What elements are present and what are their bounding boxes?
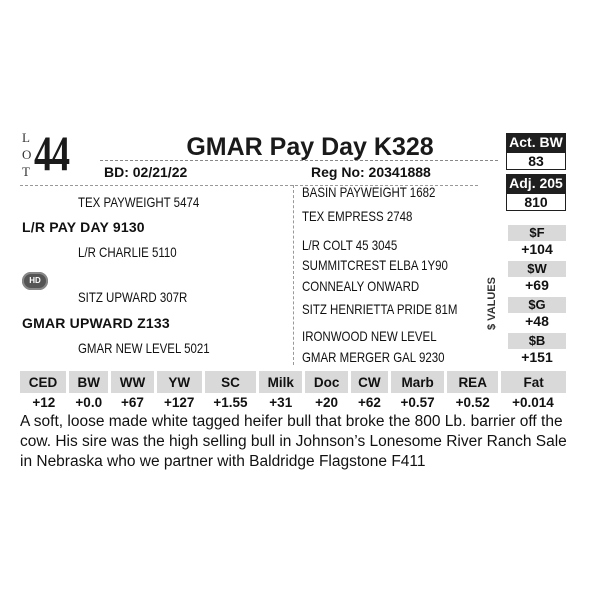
trait-header: BW bbox=[68, 371, 110, 393]
trait-value: +0.014 bbox=[512, 394, 554, 410]
dollar-f-value: +104 bbox=[521, 241, 553, 257]
dollar-f bbox=[508, 225, 566, 257]
lot-number: 44 bbox=[34, 125, 69, 181]
dollar-w-label: $W bbox=[508, 261, 566, 277]
trait-header: WW bbox=[110, 371, 155, 393]
trait-value: +127 bbox=[164, 394, 195, 410]
act-bw-box bbox=[506, 133, 566, 170]
trait-header: REA bbox=[446, 371, 500, 393]
pedigree-sire-dam-dam: GMAR NEW LEVEL 5021 bbox=[78, 340, 210, 356]
pedigree-sire-sire-dam: L/R CHARLIE 5110 bbox=[78, 244, 177, 260]
trait-header: CW bbox=[349, 371, 389, 393]
dollar-values-title: $ VALUES bbox=[486, 277, 498, 330]
epd-traits-table bbox=[20, 371, 566, 411]
trait-header: YW bbox=[155, 371, 203, 393]
adj-205-box bbox=[506, 174, 566, 211]
title-divider bbox=[100, 160, 498, 161]
dollar-w-value: +69 bbox=[525, 277, 549, 293]
lot-letter-o: O bbox=[22, 147, 32, 162]
pedigree-right-3: L/R COLT 45 3045 bbox=[302, 237, 398, 253]
lot-letter-t: T bbox=[22, 164, 30, 179]
trait-value: +67 bbox=[121, 394, 144, 410]
pedigree-right-5: CONNEALY ONWARD bbox=[302, 278, 420, 294]
pedigree-sire: GMAR UPWARD Z133 bbox=[22, 315, 170, 331]
lot-letter-l: L bbox=[22, 130, 30, 145]
pedigree-right-8: GMAR MERGER GAL 9230 bbox=[302, 349, 445, 365]
pedigree-right-4: SUMMITCREST ELBA 1Y90 bbox=[302, 257, 448, 273]
pedigree-right-1: BASIN PAYWEIGHT 1682 bbox=[302, 184, 436, 200]
act-bw-label: Act. BW bbox=[506, 133, 566, 152]
pedigree-right-6: SITZ HENRIETTA PRIDE 81M bbox=[302, 301, 458, 317]
trait-value: +31 bbox=[269, 394, 293, 410]
pedigree-sire-dam-sire: SITZ UPWARD 307R bbox=[78, 289, 188, 305]
trait-value: +0.57 bbox=[400, 394, 435, 410]
dollar-b bbox=[508, 333, 566, 365]
pedigree-center-divider bbox=[293, 185, 294, 365]
dollar-b-label: $B bbox=[508, 333, 566, 349]
dollar-f-label: $F bbox=[508, 225, 566, 241]
lot-description: A soft, loose made white tagged heifer bull that broke the 800 Lb. barrier off the cow. His sire was the high selling bull in Johnson’s Lonesome River Ranch Sale in Nebraska who we partner with Baldridge Flagstone F411 bbox=[20, 413, 567, 470]
trait-header: Marb bbox=[390, 371, 446, 393]
birth-date: BD: 02/21/22 bbox=[104, 164, 188, 180]
trait-value: +1.55 bbox=[213, 394, 248, 410]
trait-value: +0.0 bbox=[75, 394, 103, 410]
dollar-g bbox=[508, 297, 566, 329]
adj-205-label: Adj. 205 bbox=[506, 174, 566, 193]
dollar-g-label: $G bbox=[508, 297, 566, 313]
trait-value: +62 bbox=[357, 394, 381, 410]
dollar-g-value: +48 bbox=[525, 313, 549, 329]
trait-header: SC bbox=[203, 371, 257, 393]
pedigree-right-7: IRONWOOD NEW LEVEL bbox=[302, 328, 437, 344]
trait-value: +12 bbox=[32, 394, 56, 410]
animal-name: GMAR Pay Day K328 bbox=[186, 133, 434, 161]
trait-value: +20 bbox=[315, 394, 339, 410]
dollar-b-value: +151 bbox=[521, 349, 553, 365]
pedigree-sire-sire-sire: TEX PAYWEIGHT 5474 bbox=[78, 194, 200, 210]
trait-header: Doc bbox=[304, 371, 349, 393]
traits-value-row bbox=[20, 393, 566, 411]
trait-header: Milk bbox=[258, 371, 304, 393]
pedigree-right-2: TEX EMPRESS 2748 bbox=[302, 208, 413, 224]
dollar-w bbox=[508, 261, 566, 293]
trait-header: CED bbox=[20, 371, 68, 393]
registration-number: Reg No: 20341888 bbox=[311, 164, 431, 180]
trait-value: +0.52 bbox=[455, 394, 490, 410]
act-bw-value: 83 bbox=[506, 152, 566, 170]
trait-header: Fat bbox=[500, 371, 566, 393]
pedigree-sire-sire: L/R PAY DAY 9130 bbox=[22, 219, 145, 235]
hd50k-badge-icon: HD 50K bbox=[22, 272, 48, 290]
adj-205-value: 810 bbox=[506, 193, 566, 211]
traits-header-row bbox=[20, 371, 566, 393]
